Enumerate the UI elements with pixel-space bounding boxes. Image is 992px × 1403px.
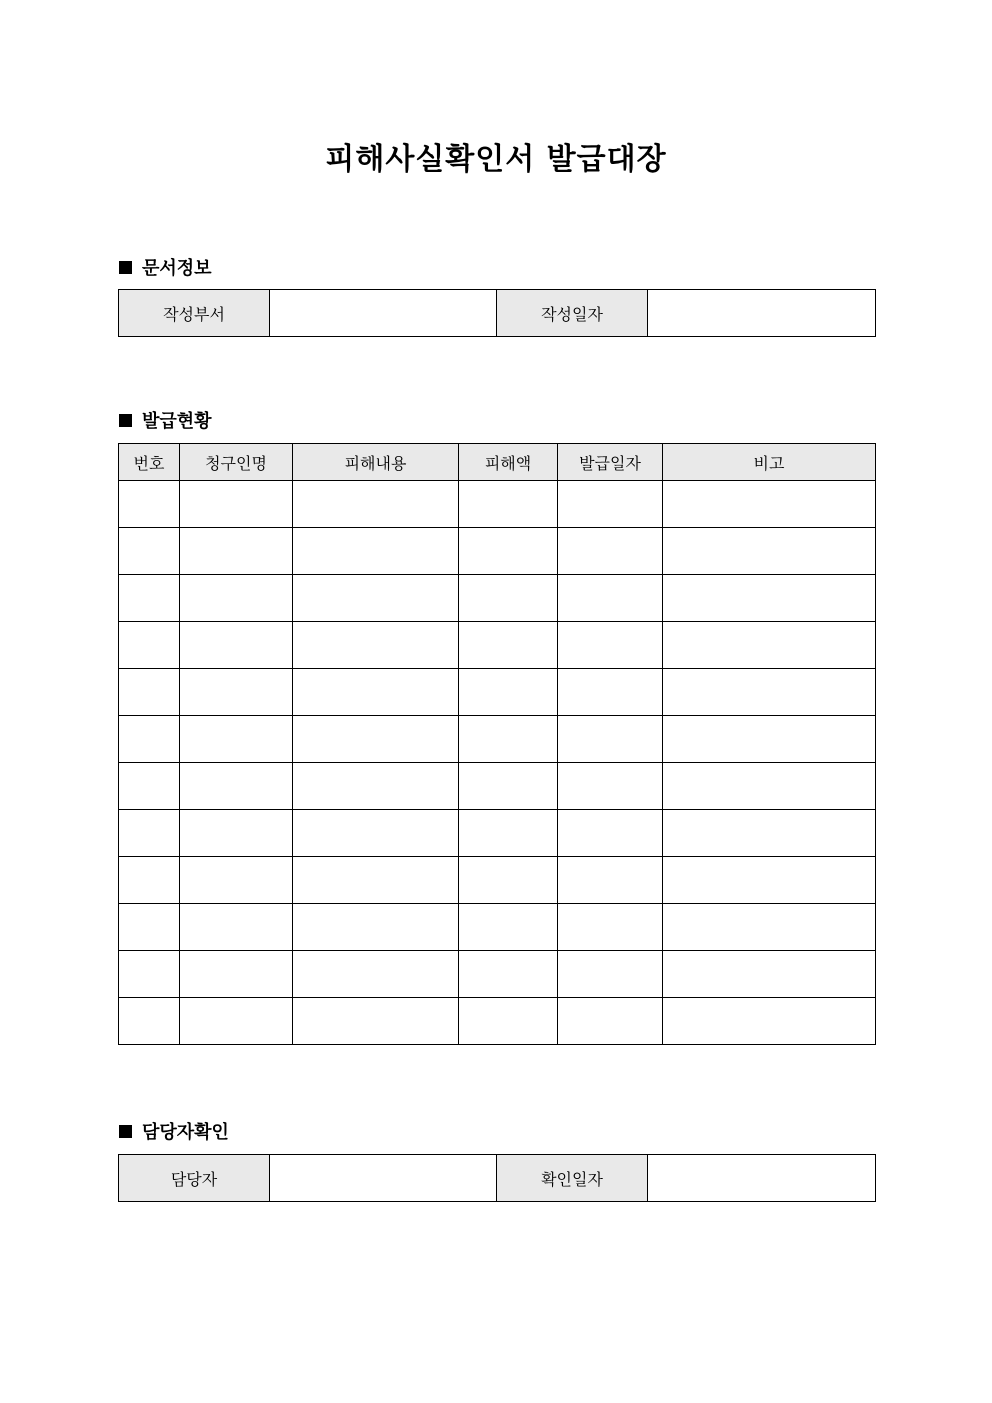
field-department[interactable] <box>270 290 497 337</box>
cell-number[interactable] <box>119 575 180 622</box>
cell-claimant[interactable] <box>180 716 293 763</box>
issuance-table <box>118 443 876 1045</box>
cell-number[interactable] <box>119 998 180 1045</box>
cell-damage-details[interactable] <box>293 716 459 763</box>
cell-remarks[interactable] <box>663 481 876 528</box>
column-header-damage-amount: 피해액 <box>459 444 558 481</box>
cell-damage-details[interactable] <box>293 481 459 528</box>
cell-damage-details[interactable] <box>293 904 459 951</box>
doc-info-table <box>118 289 876 337</box>
cell-number[interactable] <box>119 763 180 810</box>
table-row <box>119 951 876 998</box>
section-title: 발급현황 <box>142 411 212 432</box>
cell-damage-details[interactable] <box>293 857 459 904</box>
cell-damage-amount[interactable] <box>459 763 558 810</box>
table-row <box>119 904 876 951</box>
cell-issue-date[interactable] <box>558 951 663 998</box>
cell-claimant[interactable] <box>180 669 293 716</box>
table-header-row <box>119 444 876 481</box>
cell-number[interactable] <box>119 716 180 763</box>
manager-table <box>118 1154 876 1202</box>
cell-issue-date[interactable] <box>558 810 663 857</box>
table-row <box>119 998 876 1045</box>
cell-number[interactable] <box>119 669 180 716</box>
cell-damage-amount[interactable] <box>459 904 558 951</box>
label-department: 작성부서 <box>119 290 270 337</box>
section-title: 문서정보 <box>142 258 212 279</box>
cell-claimant[interactable] <box>180 810 293 857</box>
cell-number[interactable] <box>119 481 180 528</box>
cell-remarks[interactable] <box>663 528 876 575</box>
cell-claimant[interactable] <box>180 481 293 528</box>
cell-remarks[interactable] <box>663 669 876 716</box>
square-bullet-icon <box>119 414 132 427</box>
cell-remarks[interactable] <box>663 857 876 904</box>
cell-damage-amount[interactable] <box>459 716 558 763</box>
cell-issue-date[interactable] <box>558 763 663 810</box>
cell-remarks[interactable] <box>663 575 876 622</box>
cell-number[interactable] <box>119 857 180 904</box>
cell-damage-details[interactable] <box>293 622 459 669</box>
cell-damage-amount[interactable] <box>459 810 558 857</box>
table-row <box>119 763 876 810</box>
cell-claimant[interactable] <box>180 622 293 669</box>
section-heading-issuance <box>119 407 212 433</box>
table-row <box>119 857 876 904</box>
cell-remarks[interactable] <box>663 763 876 810</box>
doc-info-row <box>119 290 876 337</box>
cell-claimant[interactable] <box>180 904 293 951</box>
cell-damage-details[interactable] <box>293 810 459 857</box>
cell-remarks[interactable] <box>663 622 876 669</box>
table-row <box>119 810 876 857</box>
manager-row <box>119 1155 876 1202</box>
table-row <box>119 528 876 575</box>
cell-damage-amount[interactable] <box>459 669 558 716</box>
cell-number[interactable] <box>119 904 180 951</box>
label-confirm-date: 확인일자 <box>497 1155 648 1202</box>
cell-damage-amount[interactable] <box>459 528 558 575</box>
cell-damage-amount[interactable] <box>459 951 558 998</box>
table-row <box>119 575 876 622</box>
label-written-date: 작성일자 <box>497 290 648 337</box>
cell-issue-date[interactable] <box>558 716 663 763</box>
cell-claimant[interactable] <box>180 998 293 1045</box>
cell-damage-details[interactable] <box>293 528 459 575</box>
cell-damage-amount[interactable] <box>459 857 558 904</box>
column-header-remarks: 비고 <box>663 444 876 481</box>
label-manager: 담당자 <box>119 1155 270 1202</box>
cell-damage-amount[interactable] <box>459 998 558 1045</box>
column-header-claimant: 청구인명 <box>180 444 293 481</box>
cell-issue-date[interactable] <box>558 998 663 1045</box>
cell-issue-date[interactable] <box>558 481 663 528</box>
cell-damage-details[interactable] <box>293 951 459 998</box>
column-header-issue-date: 발급일자 <box>558 444 663 481</box>
cell-number[interactable] <box>119 810 180 857</box>
cell-number[interactable] <box>119 528 180 575</box>
field-confirm-date[interactable] <box>648 1155 876 1202</box>
cell-remarks[interactable] <box>663 716 876 763</box>
field-manager[interactable] <box>270 1155 497 1202</box>
square-bullet-icon <box>119 1125 132 1138</box>
table-row <box>119 669 876 716</box>
cell-issue-date[interactable] <box>558 857 663 904</box>
cell-issue-date[interactable] <box>558 622 663 669</box>
cell-remarks[interactable] <box>663 951 876 998</box>
column-header-damage-details: 피해내용 <box>293 444 459 481</box>
column-header-number: 번호 <box>119 444 180 481</box>
square-bullet-icon <box>119 261 132 274</box>
section-heading-doc-info <box>119 254 212 280</box>
table-body <box>119 481 876 1045</box>
table-row <box>119 622 876 669</box>
cell-remarks[interactable] <box>663 904 876 951</box>
cell-claimant[interactable] <box>180 857 293 904</box>
cell-damage-details[interactable] <box>293 763 459 810</box>
cell-remarks[interactable] <box>663 998 876 1045</box>
cell-damage-details[interactable] <box>293 575 459 622</box>
cell-claimant[interactable] <box>180 575 293 622</box>
cell-number[interactable] <box>119 622 180 669</box>
cell-issue-date[interactable] <box>558 575 663 622</box>
cell-claimant[interactable] <box>180 763 293 810</box>
cell-damage-amount[interactable] <box>459 481 558 528</box>
cell-claimant[interactable] <box>180 951 293 998</box>
cell-issue-date[interactable] <box>558 904 663 951</box>
cell-remarks[interactable] <box>663 810 876 857</box>
section-heading-manager <box>119 1118 229 1144</box>
cell-damage-details[interactable] <box>293 998 459 1045</box>
document-title: 피해사실확인서 발급대장 <box>325 142 667 177</box>
field-written-date[interactable] <box>648 290 876 337</box>
cell-damage-amount[interactable] <box>459 622 558 669</box>
cell-damage-details[interactable] <box>293 669 459 716</box>
section-title: 담당자확인 <box>142 1122 229 1143</box>
table-row <box>119 716 876 763</box>
cell-issue-date[interactable] <box>558 669 663 716</box>
cell-number[interactable] <box>119 951 180 998</box>
cell-damage-amount[interactable] <box>459 575 558 622</box>
cell-claimant[interactable] <box>180 528 293 575</box>
table-row <box>119 481 876 528</box>
cell-issue-date[interactable] <box>558 528 663 575</box>
